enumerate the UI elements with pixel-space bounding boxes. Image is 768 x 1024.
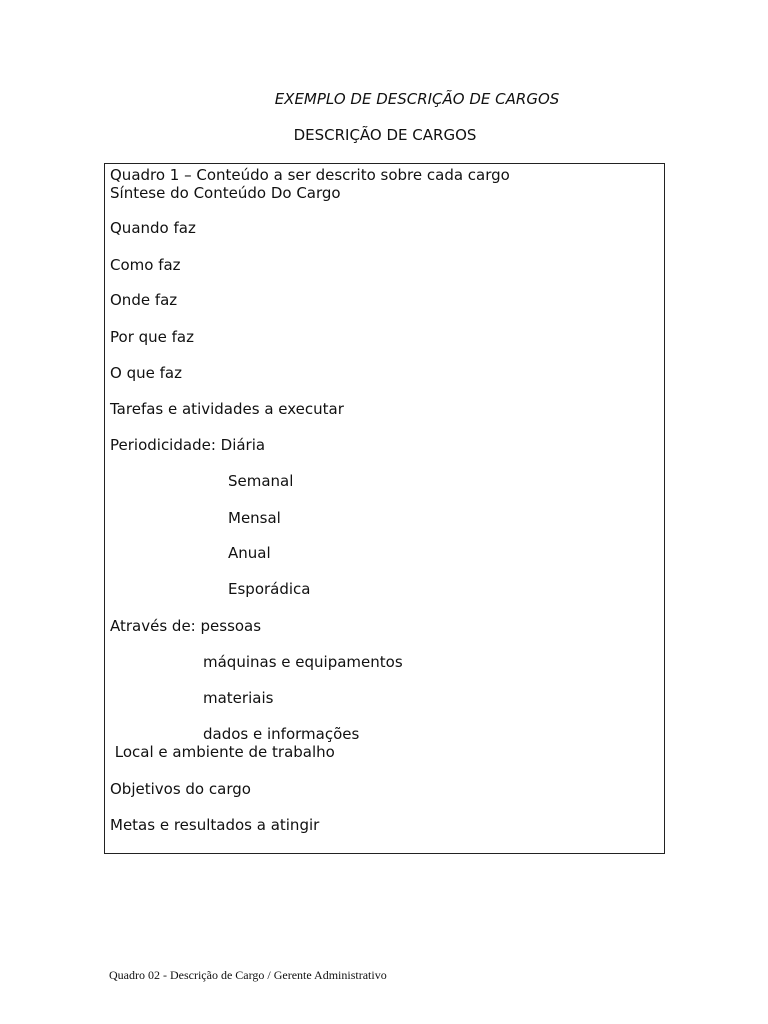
periodicity-option-monthly: Mensal [228,509,281,527]
synthesis-heading: Síntese do Conteúdo Do Cargo [110,184,341,202]
document-subtitle: DESCRIÇÃO DE CARGOS [293,126,477,144]
objectives-item: Objetivos do cargo [110,780,251,798]
through-label: Através de: pessoas [110,617,262,635]
document-title: EXEMPLO DE DESCRIÇÃO DE CARGOS [274,90,560,108]
through-option-materials: materiais [203,689,274,707]
periodicity-label: Periodicidade: Diária [110,436,266,454]
through-option-machines: máquinas e equipamentos [203,653,403,671]
tasks-item: Tarefas e atividades a executar [110,400,344,418]
periodicity-option-weekly: Semanal [228,472,294,490]
where-item: Onde faz [110,291,178,309]
when-item: Quando faz [110,219,196,237]
box-caption: Quadro 1 – Conteúdo a ser descrito sobre cada cargo [110,166,510,184]
why-item: Por que faz [110,328,194,346]
what-item: O que faz [110,364,182,382]
job-description-box [104,163,665,854]
footer-caption: Quadro 02 - Descrição de Cargo / Gerente Administrativo [109,968,387,982]
how-item: Como faz [110,256,181,274]
periodicity-option-yearly: Anual [228,544,271,562]
periodicity-option-sporadic: Esporádica [228,580,311,598]
goals-item: Metas e resultados a atingir [110,816,320,834]
through-option-data: dados e informações [203,725,360,743]
workplace-item: Local e ambiente de trabalho [110,743,335,761]
